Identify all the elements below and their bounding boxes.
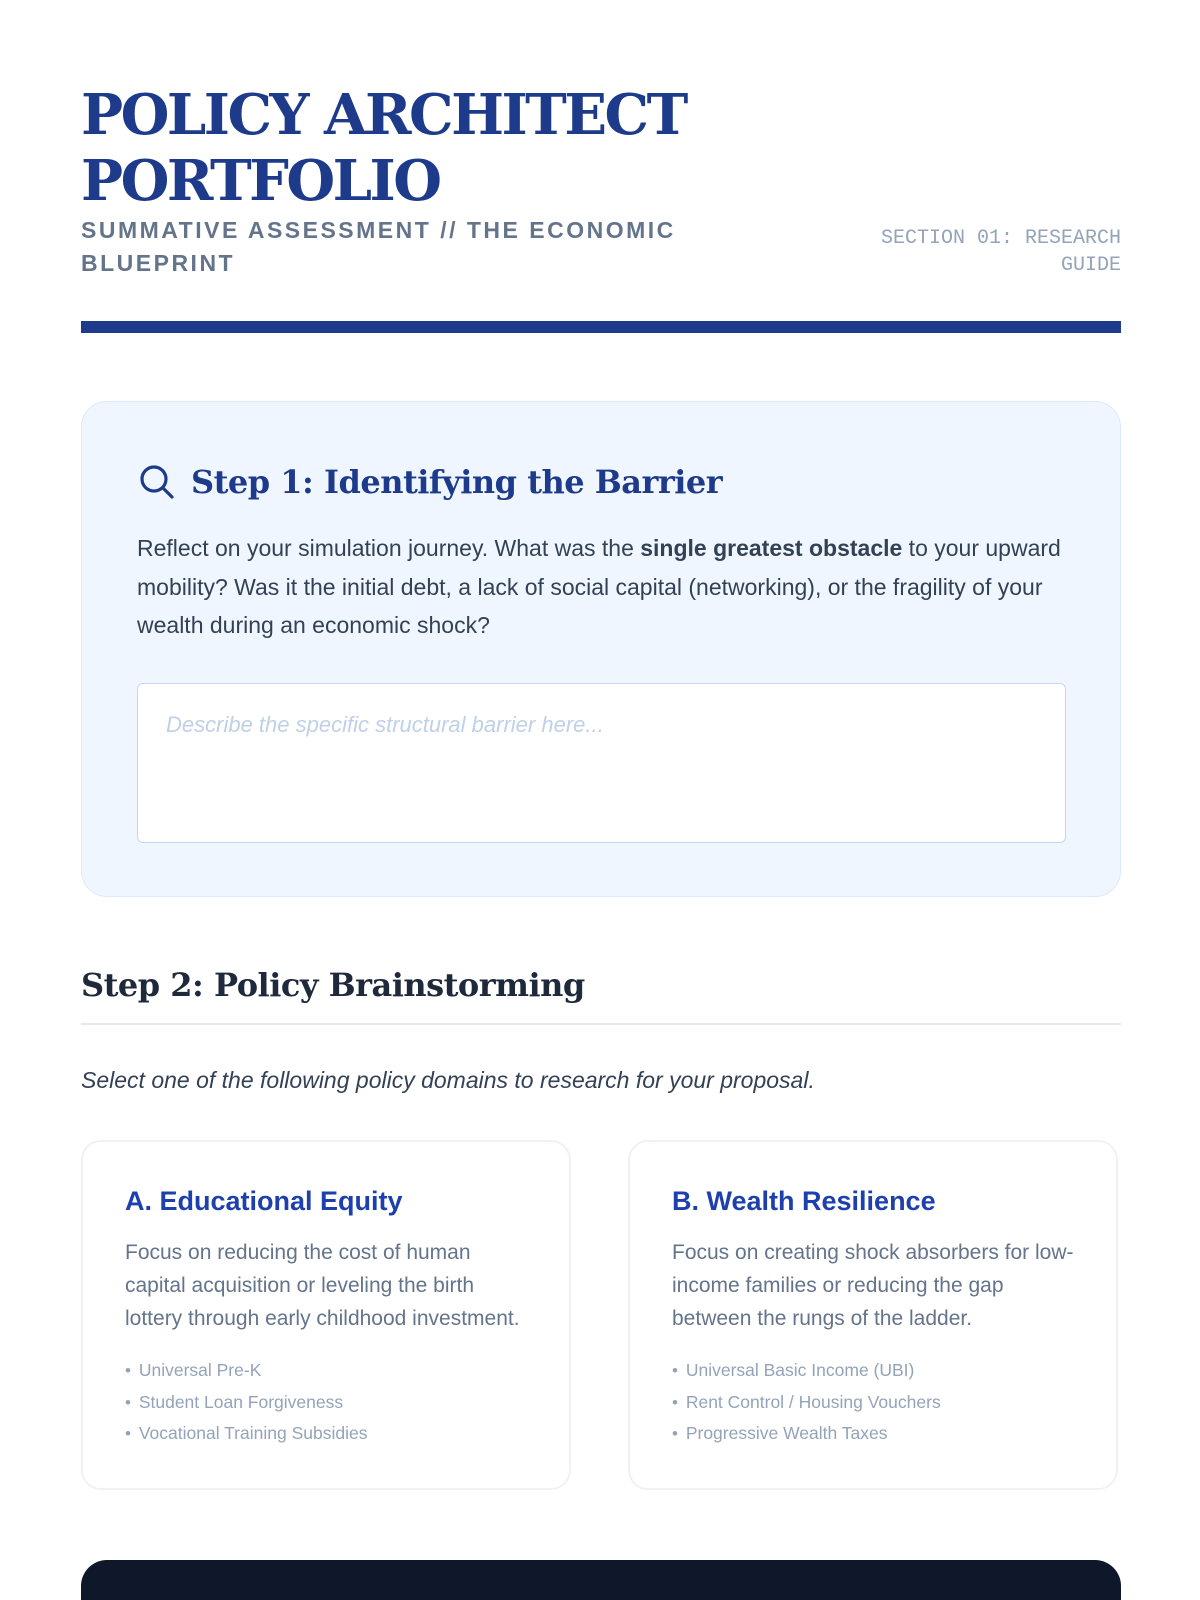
step1-prompt-start: Reflect on your simulation journey. What was the	[137, 535, 641, 561]
next-section-panel	[81, 1560, 1121, 1600]
step2-title: Step 2: Policy Brainstorming	[81, 966, 585, 1004]
bullet-icon: •	[125, 1392, 131, 1412]
search-icon	[137, 462, 177, 502]
step1-prompt-emphasis: single greatest obstacle	[640, 535, 903, 561]
list-item	[125, 1355, 529, 1387]
bullet-icon: •	[125, 1424, 131, 1443]
domain-title: A. Educational Equity	[125, 1186, 403, 1216]
list-item-label: Student Loan Forgiveness	[138, 1391, 344, 1412]
domain-description: Focus on creating shock absorbers for low-income families or reducing the gap between the rungs of the ladder.	[672, 1241, 1074, 1330]
list-item-label: Universal Pre-K	[138, 1360, 262, 1380]
bullet-icon: •	[672, 1424, 678, 1443]
step1-card	[81, 401, 1121, 897]
list-item-label: Universal Basic Income (UBI)	[685, 1360, 915, 1380]
step1-heading	[137, 460, 722, 504]
header-divider	[81, 321, 1121, 333]
bullet-icon: •	[125, 1361, 131, 1380]
page-title: POLICY ARCHITECT PORTFOLIO	[81, 82, 686, 214]
list-item	[672, 1418, 1076, 1450]
step1-title: Step 1: Identifying the Barrier	[191, 463, 723, 501]
bullet-icon: •	[672, 1361, 678, 1380]
page-header	[81, 0, 1121, 334]
page-subtitle: SUMMATIVE ASSESSMENT // THE ECONOMIC BLUEPRINT	[81, 217, 676, 276]
step2-intro: Select one of the following policy domains to research for your proposal.	[81, 1067, 815, 1093]
barrier-input[interactable]	[137, 683, 1066, 843]
domain-examples-list	[672, 1355, 1076, 1450]
step1-prompt	[137, 529, 1067, 645]
list-item	[125, 1418, 529, 1450]
bullet-icon: •	[672, 1392, 678, 1412]
section-label: SECTION 01: RESEARCH GUIDE	[880, 227, 1121, 277]
list-item-label: Vocational Training Subsidies	[138, 1423, 368, 1443]
domain-title: B. Wealth Resilience	[672, 1186, 936, 1216]
step2-divider	[81, 1023, 1121, 1025]
domain-description: Focus on reducing the cost of human capital acquisition or leveling the birth lottery through early childhood investment.	[125, 1241, 520, 1330]
domain-card-educational-equity[interactable]	[81, 1140, 571, 1490]
step1-prompt-end: to your upward mobility? Was it the initial debt, a lack of social capital (networking), or the fragility of your wealth during an economic shock?	[137, 535, 1061, 638]
portfolio-page	[81, 0, 1121, 1443]
domain-card-wealth-resilience[interactable]	[628, 1140, 1118, 1490]
list-item-label: Rent Control / Housing Vouchers	[685, 1391, 941, 1412]
list-item	[672, 1355, 1076, 1387]
list-item	[125, 1387, 529, 1419]
list-item	[672, 1387, 1076, 1419]
list-item-label: Progressive Wealth Taxes	[685, 1423, 888, 1443]
domain-examples-list	[125, 1355, 529, 1450]
